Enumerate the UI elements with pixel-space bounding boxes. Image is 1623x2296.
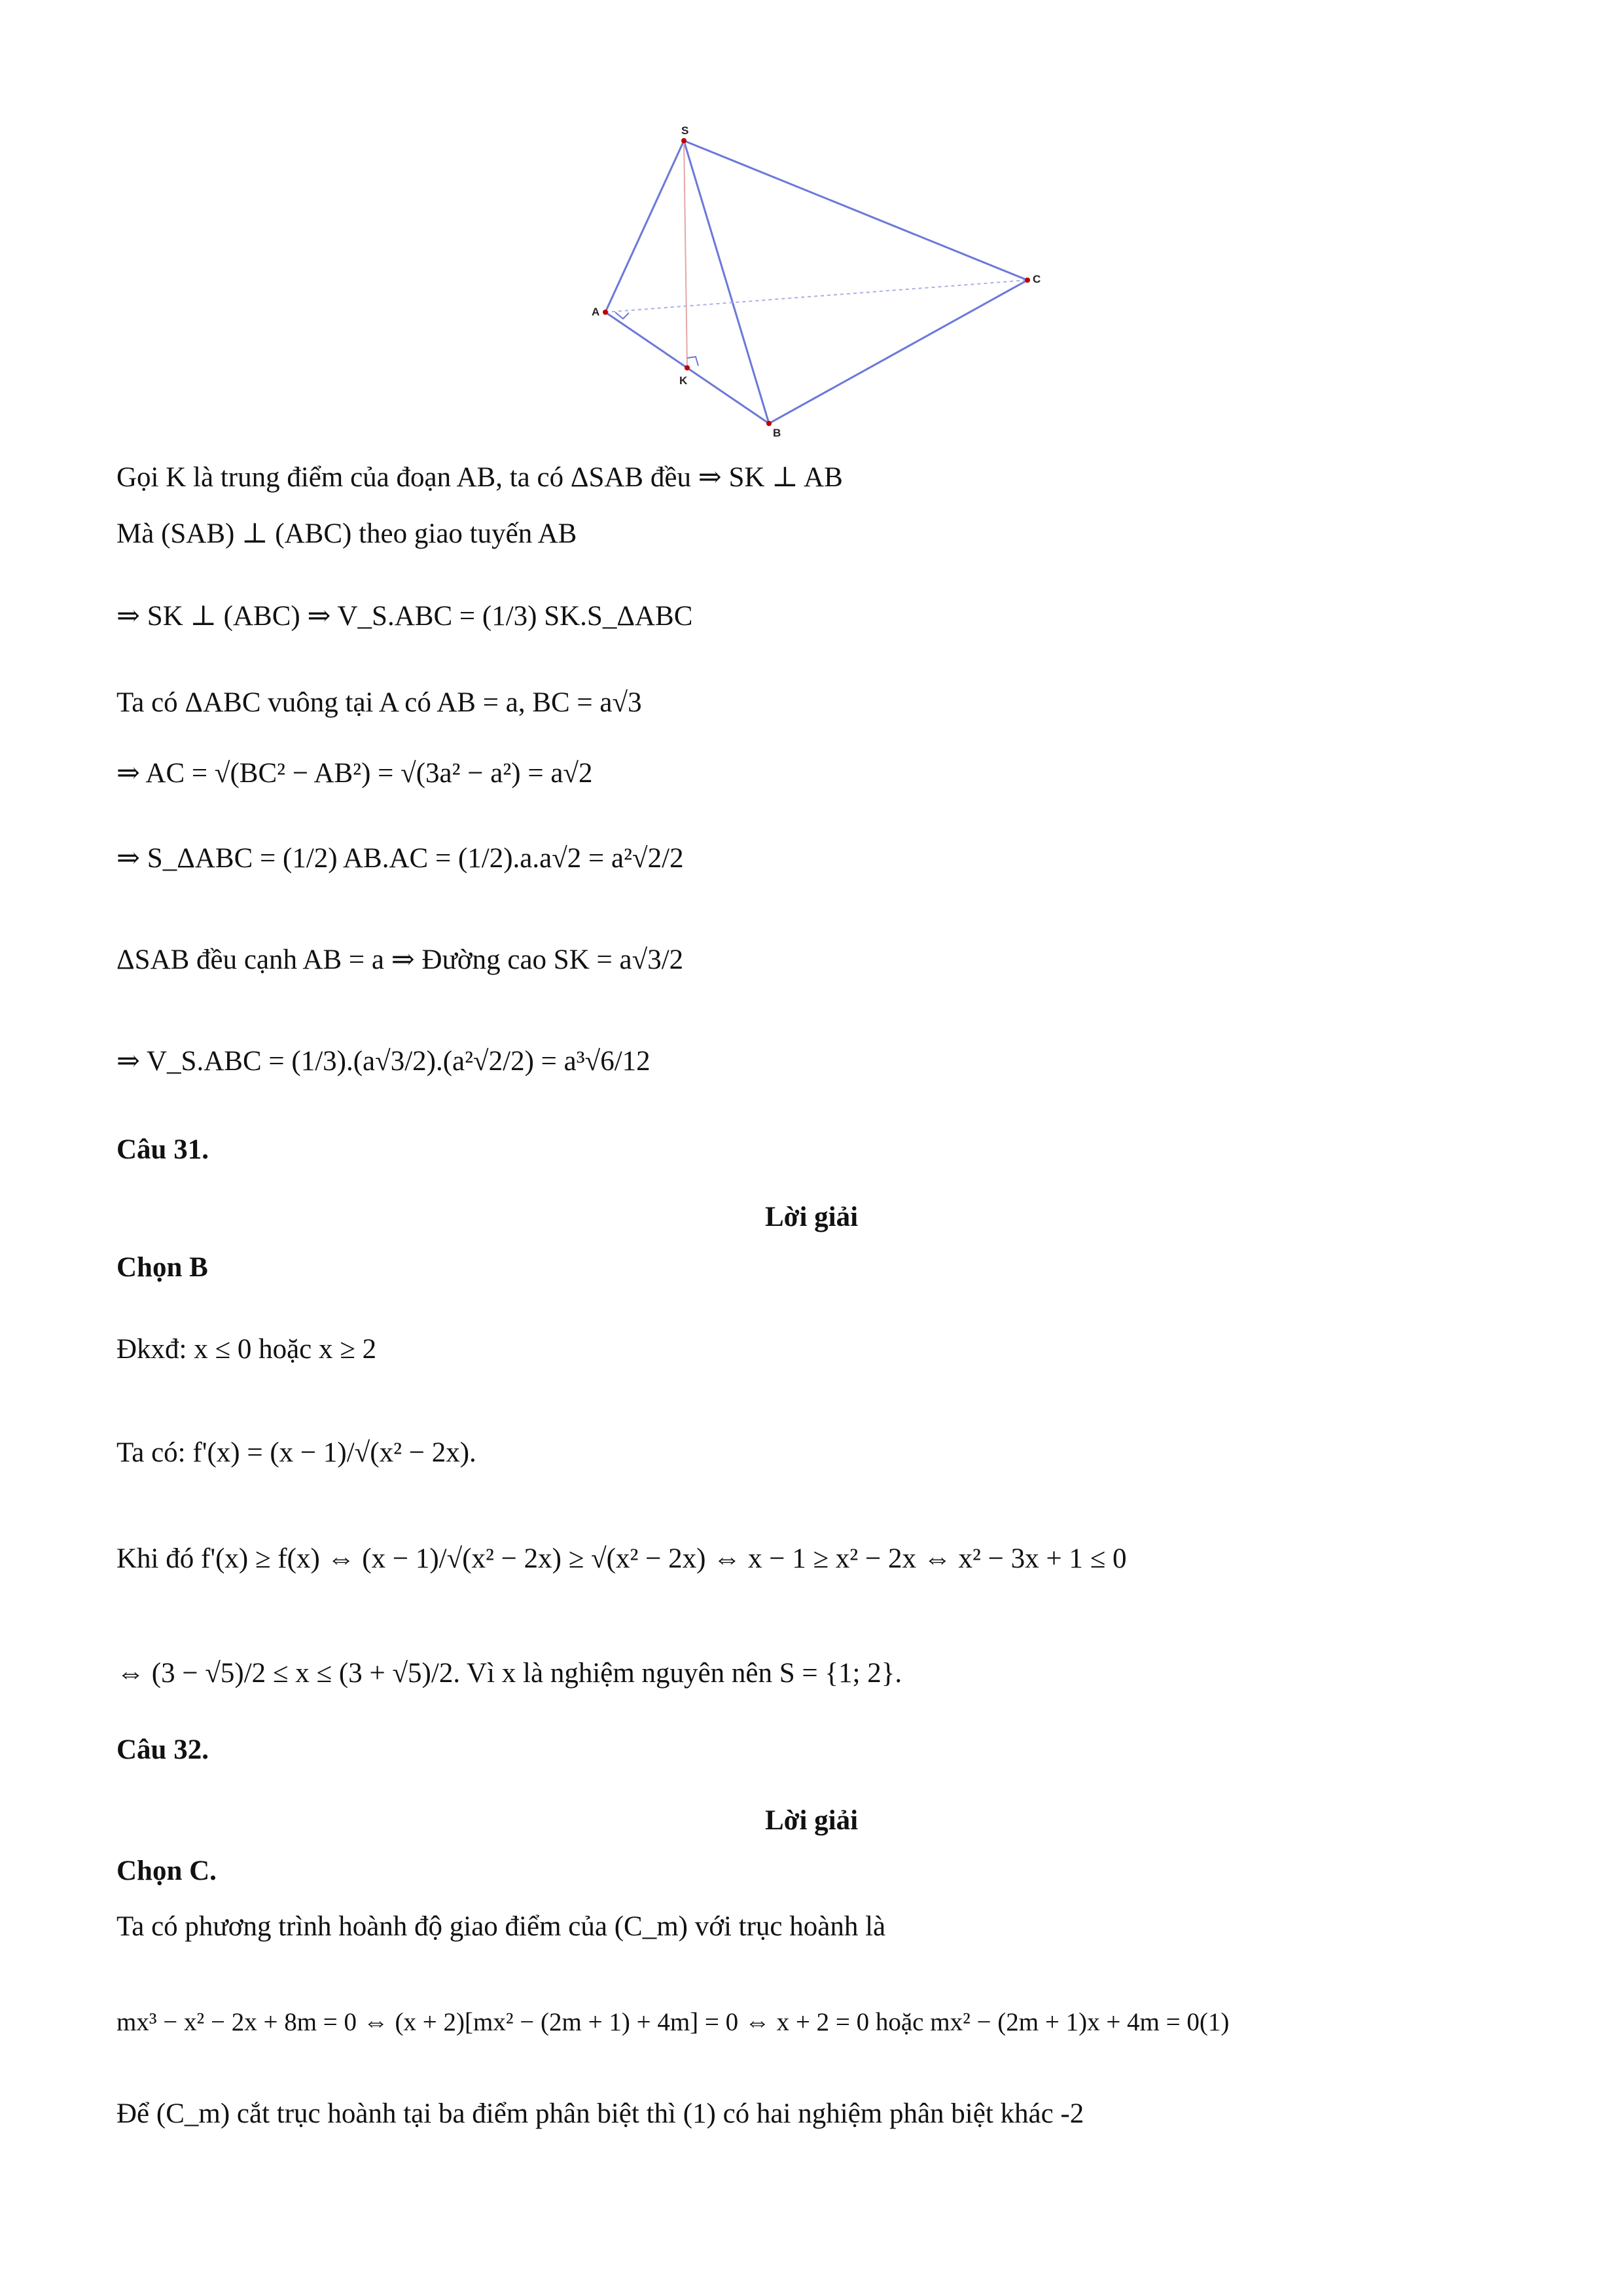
- q31-line-4: ⇔ (3 − √5)/2 ≤ x ≤ (3 + √5)/2. Vì x là nghiệm nguyên nên S = {1; 2}.: [116, 1658, 902, 1689]
- q30-line-7: ΔSAB đều cạnh AB = a ⇒ Đường cao SK = a√3/2: [116, 944, 684, 975]
- q30-line-3: ⇒ SK ⊥ (ABC) ⇒ V_S.ABC = (1/3) SK.S_ΔABC: [116, 601, 693, 632]
- edge-AC-hidden: [605, 280, 1027, 312]
- q31-line-2: Ta có: f'(x) = (x − 1)/√(x² − 2x).: [116, 1437, 476, 1468]
- right-angle-A: [615, 312, 629, 319]
- edge-SA: [605, 141, 684, 312]
- pyramid-figure: [576, 118, 1073, 458]
- q32-choice: Chọn C.: [116, 1856, 217, 1886]
- right-angle-K: [687, 357, 698, 366]
- height-SK: [684, 141, 687, 368]
- label-B: B: [773, 427, 781, 439]
- edge-BC: [769, 280, 1027, 423]
- label-S: S: [681, 124, 689, 137]
- q32-solution-heading: Lời giải: [764, 1805, 859, 1836]
- q31-solution-heading: Lời giải: [764, 1202, 859, 1232]
- label-C: C: [1033, 273, 1041, 285]
- q32-line-1: Ta có phương trình hoành độ giao điểm của (C_m) với trục hoành là: [116, 1911, 886, 1942]
- q32-title: Câu 32.: [116, 1734, 209, 1765]
- q30-line-5: ⇒ AC = √(BC² − AB²) = √(3a² − a²) = a√2: [116, 758, 593, 789]
- q31-choice: Chọn B: [116, 1252, 208, 1283]
- label-K: K: [679, 374, 688, 387]
- q30-line-8: ⇒ V_S.ABC = (1/3).(a√3/2).(a²√2/2) = a³√6/12: [116, 1046, 651, 1077]
- q32-line-2: mx³ − x² − 2x + 8m = 0 ⇔ (x + 2)[mx² − (2m + 1) + 4m] = 0 ⇔ x + 2 = 0 hoặc mx² − (2m + 1)x + 4m = 0(1): [116, 2008, 1230, 2036]
- q30-line-4: Ta có ΔABC vuông tại A có AB = a, BC = a√3: [116, 687, 642, 718]
- q31-line-3: Khi đó f'(x) ≥ f(x) ⇔ (x − 1)/√(x² − 2x) ≥ √(x² − 2x) ⇔ x − 1 ≥ x² − 2x ⇔ x² − 3x + 1 ≤ 0: [116, 1543, 1127, 1574]
- q32-line-3: Để (C_m) cắt trục hoành tại ba điểm phân biệt thì (1) có hai nghiệm phân biệt khác -2: [116, 2098, 1084, 2129]
- label-A: A: [592, 306, 600, 318]
- q31-title: Câu 31.: [116, 1134, 209, 1165]
- q30-line-1: Gọi K là trung điểm của đoạn AB, ta có ΔSAB đều ⇒ SK ⊥ AB: [116, 462, 843, 493]
- edge-SB: [684, 141, 769, 423]
- q30-line-6: ⇒ S_ΔABC = (1/2) AB.AC = (1/2).a.a√2 = a²√2/2: [116, 843, 684, 874]
- q30-line-2: Mà (SAB) ⊥ (ABC) theo giao tuyến AB: [116, 518, 577, 549]
- edge-SC: [684, 141, 1027, 280]
- q31-line-1: Đkxđ: x ≤ 0 hoặc x ≥ 2: [116, 1334, 377, 1365]
